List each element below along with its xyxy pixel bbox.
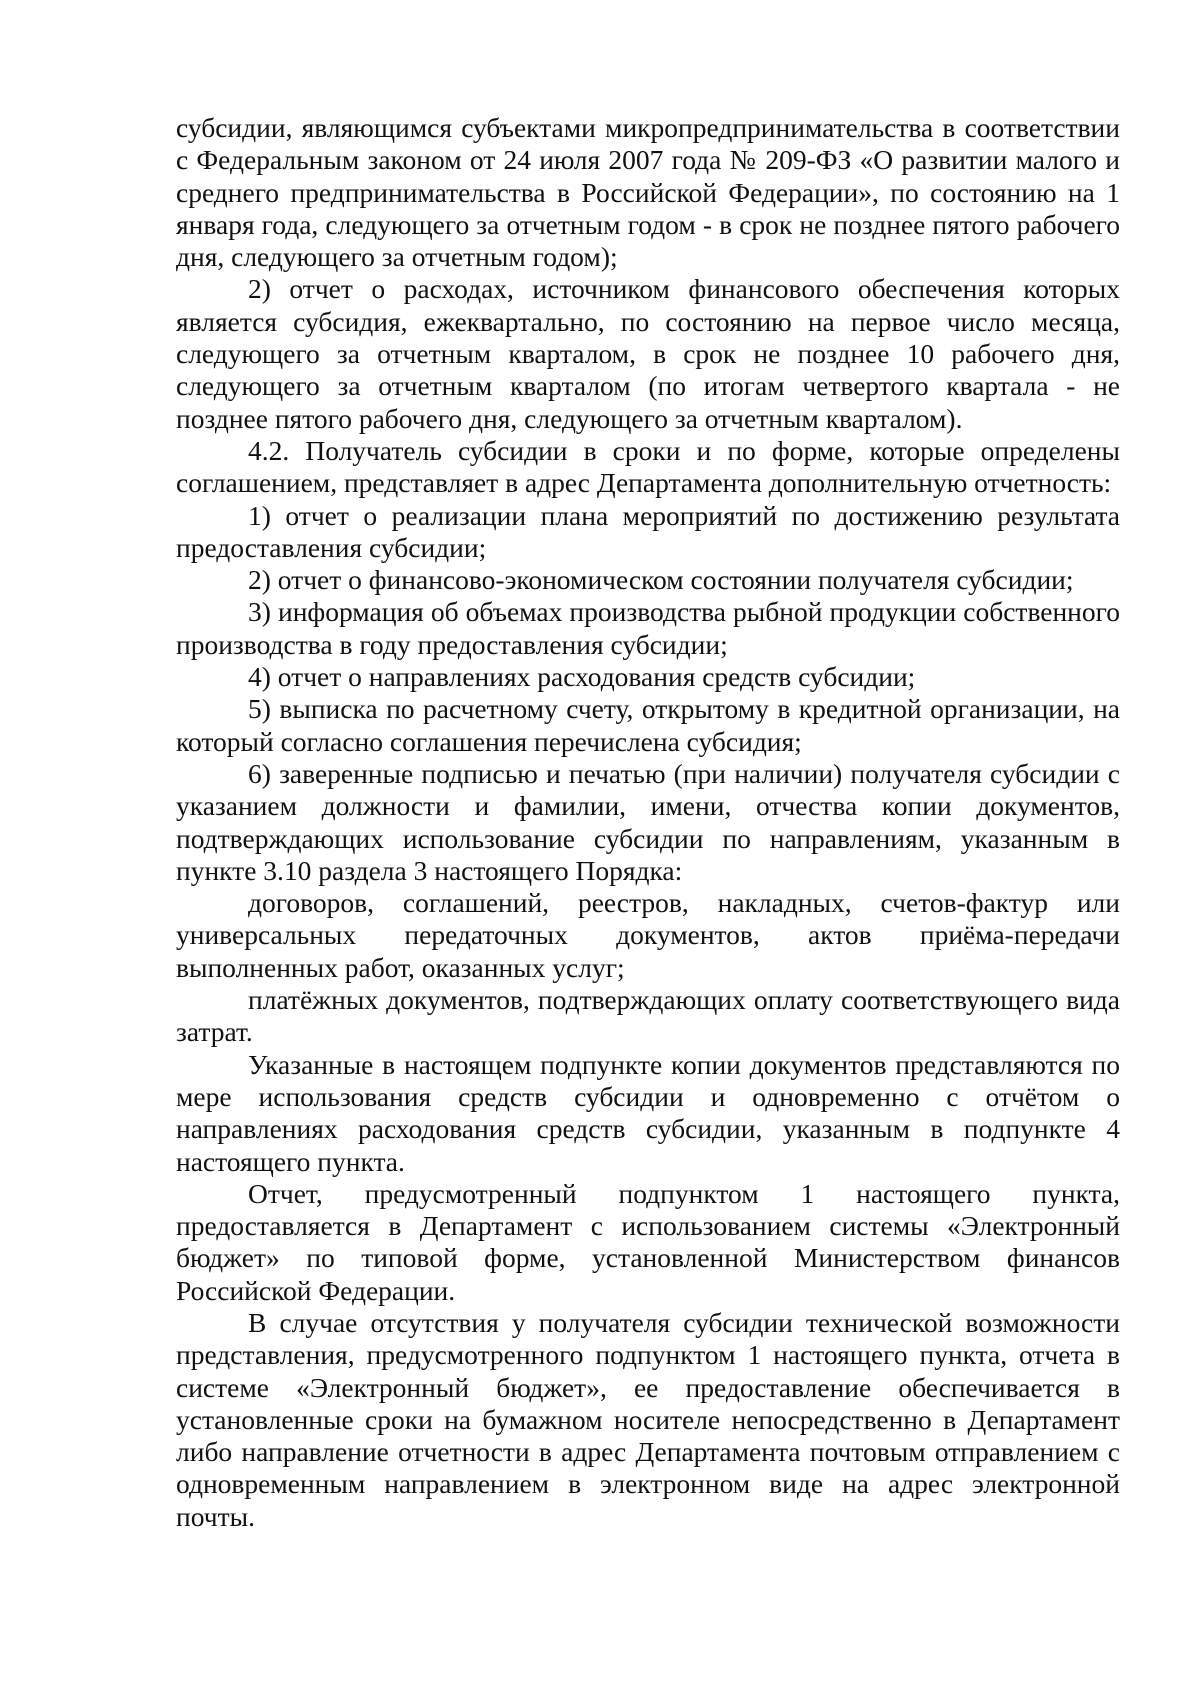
sub-item-payments: платёжных документов, подтверждающих оплату соответствующего вида затрат. — [176, 984, 1120, 1048]
paragraph-section-4-2: 4.2. Получатель субсидии в сроки и по форме, которые определены соглашением, представляет в адрес Департамента дополнительную отчетность: — [176, 434, 1120, 499]
list-item-1: 1) отчет о реализации плана мероприятий по достижению результата предоставления субсидии; — [176, 499, 1120, 563]
list-item-3: 3) информация об объемах производства рыбной продукции собственного производства в году предоставления субсидии; — [176, 596, 1120, 660]
list-item-2: 2) отчет о финансово-экономическом состоянии получателя субсидии; — [248, 564, 1074, 596]
paragraph-electronic-budget: Отчет, предусмотренный подпунктом 1 настоящего пункта, предоставляется в Департамент с использованием системы «Электронный бюджет» по типовой форме, установленной Министерством финансов Российской Федерации. — [176, 1177, 1120, 1306]
paragraph-expense-report: 2) отчет о расходах, источником финансового обеспечения которых является субсидия, ежеквартально, по состоянию на первое число месяца, следующего за отчетным кварталом, в срок не позднее 10 рабочего дня, следующего за отчетным кварталом (по итогам четвертого квартала - не позднее пятого рабочего дня, следующего за отчетным кварталом). — [176, 273, 1120, 434]
paragraph-paper-submission: В случае отсутствия у получателя субсидии технической возможности представления, предусмотренного подпунктом 1 настоящего пункта, отчета в системе «Электронный бюджет», ее предоставление обеспечивается в установленные сроки на бумажном носителе непосредственно в Департамент либо направление отчетности в адрес Департамента почтовым отправлением с одновременным направлением в электронном виде на адрес электронной почты. — [176, 1306, 1120, 1532]
list-item-5: 5) выписка по расчетному счету, открытому в кредитной организации, на который согласно соглашения перечислена субсидия; — [176, 693, 1120, 757]
document-body — [176, 112, 1120, 1533]
paragraph-copies-note: Указанные в настоящем подпункте копии документов представляются по мере использования средств субсидии и одновременно с отчётом о направлениях расходования средств субсидии, указанным в подпункте 4 настоящего пункта. — [176, 1048, 1120, 1177]
sub-item-contracts: договоров, соглашений, реестров, накладных, счетов-фактур или универсальных передаточных документов, актов приёма-передачи выполненных работ, оказанных услуг; — [176, 887, 1120, 983]
paragraph-continuation: субсидии, являющимся субъектами микропредпринимательства в соответствии с Федеральным законом от 24 июля 2007 года № 209-ФЗ «О развитии малого и среднего предпринимательства в Российской Федерации», по состоянию на 1 января года, следующего за отчетным годом - в срок не позднее пятого рабочего дня, следующего за отчетным годом); — [176, 112, 1120, 273]
list-item-4: 4) отчет о направлениях расходования средств субсидии; — [248, 661, 916, 693]
list-item-6: 6) заверенные подписью и печатью (при наличии) получателя субсидии с указанием должности и фамилии, имени, отчества копии документов, подтверждающих использование субсидии по направлениям, указанным в пункте 3.10 раздела 3 настоящего Порядка: — [176, 757, 1120, 886]
